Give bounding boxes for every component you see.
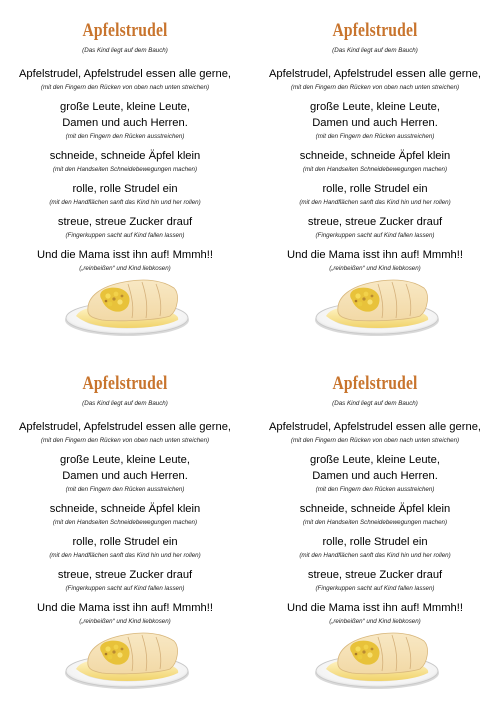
instruction-1: (mit den Fingern den Rücken von oben nach unten streichen) [40, 84, 210, 91]
verse-line-6: Und die Mama isst ihn auf! Mmmh!! [37, 602, 213, 614]
verse-line-3: schneide, schneide Äpfel klein [299, 150, 451, 162]
verse-line-2b: Damen und auch Herren. [312, 117, 438, 129]
verse-line-2b: Damen und auch Herren. [62, 470, 188, 482]
instruction-3: (mit den Handseiten Schneidebewegungen machen) [302, 519, 448, 526]
instruction-5: (Fingerkuppen sacht auf Kind fallen lassen) [315, 585, 435, 592]
card-title: Apfelstrudel [82, 20, 168, 41]
instruction-1: (mit den Fingern den Rücken von oben nach unten streichen) [40, 437, 210, 444]
verse-line-6: Und die Mama isst ihn auf! Mmmh!! [287, 249, 463, 261]
verse-line-4: rolle, rolle Strudel ein [72, 536, 178, 548]
instruction-2: (mit den Fingern den Rücken ausstreichen) [65, 486, 185, 493]
instruction-6: („reinbeißen“ und Kind liebkosen) [329, 618, 421, 625]
verse-line-5: streue, streue Zucker drauf [307, 216, 443, 228]
instruction-2: (mit den Fingern den Rücken ausstreichen) [315, 486, 435, 493]
verse-line-1: Apfelstrudel, Apfelstrudel essen alle gerne, [268, 421, 482, 433]
verse-line-5: streue, streue Zucker drauf [57, 216, 193, 228]
card-title: Apfelstrudel [82, 373, 168, 394]
instruction-6: („reinbeißen“ und Kind liebkosen) [329, 265, 421, 272]
verse-line-2b: Damen und auch Herren. [312, 470, 438, 482]
instruction-2: (mit den Fingern den Rücken ausstreichen) [315, 133, 435, 140]
verse-line-3: schneide, schneide Äpfel klein [49, 150, 201, 162]
instruction-5: (Fingerkuppen sacht auf Kind fallen lassen) [315, 232, 435, 239]
intro-note: (Das Kind liegt auf dem Bauch) [82, 47, 168, 54]
intro-note: (Das Kind liegt auf dem Bauch) [82, 400, 168, 407]
instruction-4: (mit den Handflächen sanft das Kind hin und her rollen) [49, 199, 201, 206]
verse-line-1: Apfelstrudel, Apfelstrudel essen alle gerne, [268, 68, 482, 80]
rhyme-card-bottom-left [0, 353, 250, 705]
intro-note: (Das Kind liegt auf dem Bauch) [332, 47, 418, 54]
verse-line-4: rolle, rolle Strudel ein [72, 183, 178, 195]
apple-strudel-plate-icon [62, 623, 192, 691]
verse-line-5: streue, streue Zucker drauf [307, 569, 443, 581]
instruction-2: (mit den Fingern den Rücken ausstreichen) [65, 133, 185, 140]
apple-strudel-plate-icon [312, 270, 442, 338]
instruction-5: (Fingerkuppen sacht auf Kind fallen lassen) [65, 585, 185, 592]
verse-line-1: Apfelstrudel, Apfelstrudel essen alle gerne, [18, 68, 232, 80]
instruction-6: („reinbeißen“ und Kind liebkosen) [79, 618, 171, 625]
card-title: Apfelstrudel [332, 20, 418, 41]
card-title: Apfelstrudel [332, 373, 418, 394]
verse-line-6: Und die Mama isst ihn auf! Mmmh!! [37, 249, 213, 261]
apple-strudel-plate-icon [62, 270, 192, 338]
instruction-3: (mit den Handseiten Schneidebewegungen machen) [52, 166, 198, 173]
verse-line-6: Und die Mama isst ihn auf! Mmmh!! [287, 602, 463, 614]
verse-line-2b: Damen und auch Herren. [62, 117, 188, 129]
verse-line-1: Apfelstrudel, Apfelstrudel essen alle gerne, [18, 421, 232, 433]
instruction-3: (mit den Handseiten Schneidebewegungen machen) [52, 519, 198, 526]
rhyme-card-top-left [0, 0, 250, 352]
rhyme-card-top-right [250, 0, 500, 352]
verse-line-4: rolle, rolle Strudel ein [322, 183, 428, 195]
instruction-4: (mit den Handflächen sanft das Kind hin und her rollen) [49, 552, 201, 559]
intro-note: (Das Kind liegt auf dem Bauch) [332, 400, 418, 407]
verse-line-2a: große Leute, kleine Leute, [60, 101, 190, 113]
instruction-1: (mit den Fingern den Rücken von oben nach unten streichen) [290, 84, 460, 91]
verse-line-2a: große Leute, kleine Leute, [310, 454, 440, 466]
verse-line-2a: große Leute, kleine Leute, [60, 454, 190, 466]
verse-line-3: schneide, schneide Äpfel klein [49, 503, 201, 515]
rhyme-card-bottom-right [250, 353, 500, 705]
apple-strudel-plate-icon [312, 623, 442, 691]
verse-line-3: schneide, schneide Äpfel klein [299, 503, 451, 515]
verse-line-5: streue, streue Zucker drauf [57, 569, 193, 581]
instruction-5: (Fingerkuppen sacht auf Kind fallen lassen) [65, 232, 185, 239]
instruction-4: (mit den Handflächen sanft das Kind hin und her rollen) [299, 199, 451, 206]
verse-line-2a: große Leute, kleine Leute, [310, 101, 440, 113]
instruction-1: (mit den Fingern den Rücken von oben nach unten streichen) [290, 437, 460, 444]
verse-line-4: rolle, rolle Strudel ein [322, 536, 428, 548]
instruction-4: (mit den Handflächen sanft das Kind hin und her rollen) [299, 552, 451, 559]
instruction-6: („reinbeißen“ und Kind liebkosen) [79, 265, 171, 272]
instruction-3: (mit den Handseiten Schneidebewegungen machen) [302, 166, 448, 173]
